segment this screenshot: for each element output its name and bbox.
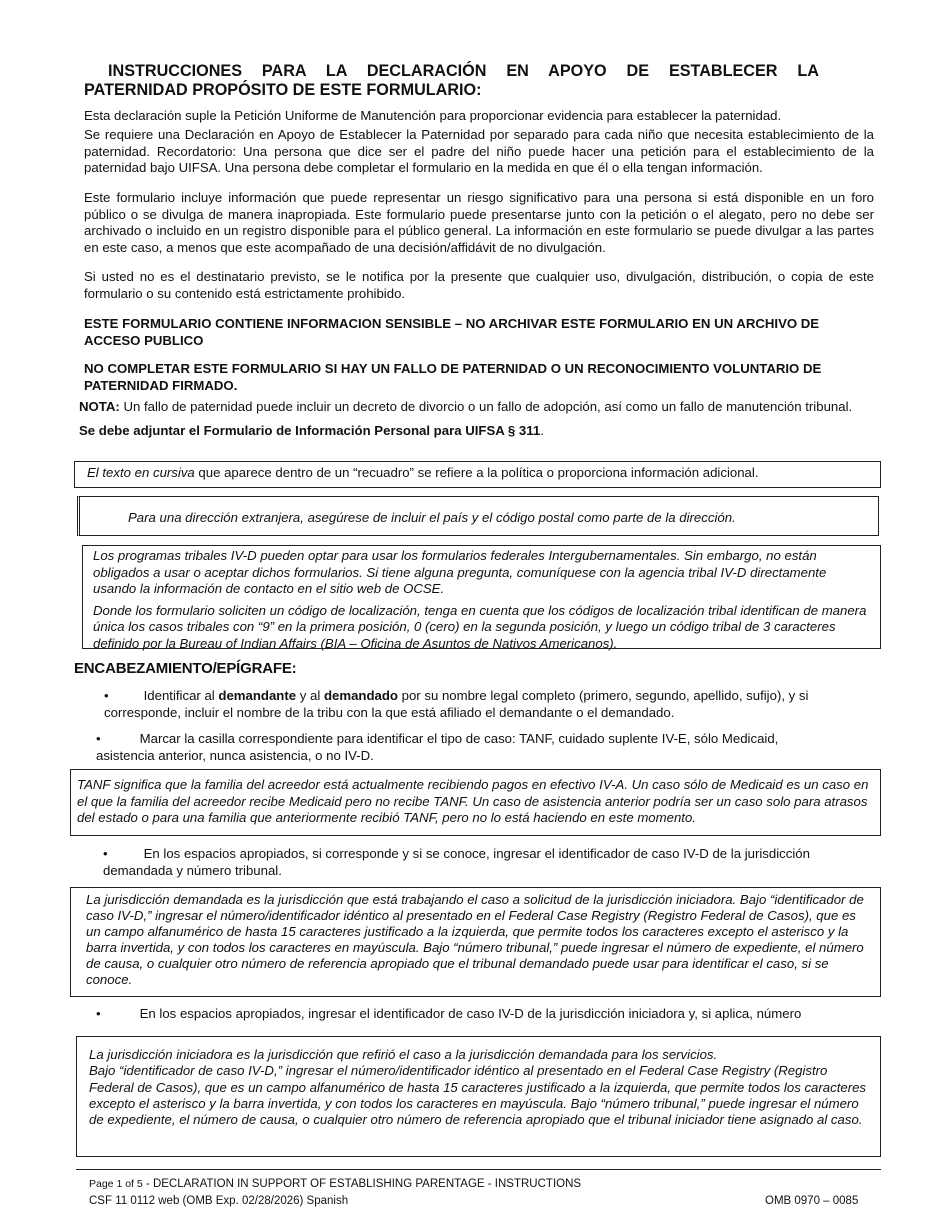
- box1-italic: El texto en cursiva: [87, 465, 195, 480]
- section-heading: ENCABEZAMIENTO/EPÍGRAFE:: [74, 660, 297, 677]
- tanf-definition-box: [70, 769, 881, 836]
- sensitive-warning: ESTE FORMULARIO CONTIENE INFORMACION SENSIBLE – NO ARCHIVAR ESTE FORMULARIO EN UN ARCHIVO DE ACCESO PUBLICO: [84, 316, 820, 348]
- nota-text: Un fallo de paternidad puede incluir un decreto de divorcio o un fallo de adopción, así como un fallo de manutención tribunal.: [119, 399, 853, 414]
- form-id: CSF 11 0112 web (OMB Exp. 02/28/2026) Spanish: [89, 1195, 349, 1207]
- bullet-icon: •: [96, 731, 101, 746]
- foreign-address-box: [77, 496, 879, 536]
- b1-mid: y al: [296, 688, 324, 703]
- footer-doc-title: - DECLARATION IN SUPPORT OF ESTABLISHING PARENTAGE - INSTRUCTIONS: [142, 1178, 582, 1190]
- bullet-icon: •: [96, 1006, 101, 1021]
- attach-bold-text: Se debe adjuntar el Formulario de Información Personal para UIFSA § 311: [79, 423, 541, 438]
- b4-text: En los espacios apropiados, ingresar el identificador de caso IV-D de la jurisdicción iniciadora y, si aplica, número: [139, 1006, 802, 1021]
- italic-explanation-box: [74, 461, 881, 488]
- tribal-paragraph-1: Los programas tribales IV-D pueden optar para usar los formularios federales Intergubernamentales. Sin embargo, no están obligados a usar o aceptar dichos formularios. Si tiene alguna pregunta, comuníquese con la agencia tribal IV-D directamente usando la información de contacto en el sitio web de OCSE.: [93, 548, 827, 596]
- attach-end: .: [540, 423, 544, 438]
- tribal-paragraph-2: Donde los formulario soliciten un código de localización, tenga en cuenta que los códigos de localización tribal identifican de manera única los casos tribales con “9” en la primera posición, 0 (cero) en la segunda posición, y luego un código tribal de 3 caracteres definido por la Bureau of Indian Affairs (BIA – Oficina de Asuntos de Nativos Americanos).: [93, 602, 867, 651]
- bullet-icon: •: [103, 846, 108, 861]
- nota-line: [79, 399, 879, 415]
- b1-pre: Identificar al: [143, 688, 219, 703]
- title-line-1: INSTRUCCIONES PARA LA DECLARACIÓN EN APOYO DE ESTABLECER LA: [108, 62, 819, 80]
- intro-paragraph-3: Este formulario incluye información que puede representar un riesgo significativo para una persona si está disponible en un foro público o se divulga de manera inapropiada. Este formulario puede presentarse junto con la petición o el alegato, pero no debe ser archivado o incluido en un registro disponible para el público general. La información en este formulario se puede divulgar a las partes en este caso, a menos que este acompañado de una decisión/affidávit de no divulgación.: [84, 190, 874, 255]
- tribal-programs-box: [82, 545, 881, 649]
- initiating-jurisdiction-box: [76, 1036, 881, 1157]
- b1-post: por su nombre legal completo (primero, segundo, apellido, sufijo), y si corresponde, incluir el nombre de la tribu con la que está afiliado el demandante o el demandado.: [104, 688, 809, 720]
- attach-requirement: [79, 423, 879, 439]
- tanf-definition-text: TANF significa que la familia del acreedor está actualmente recibiendo pagos en efectivo IV-A. Un caso sólo de Medicaid es un caso en el que la familia del acreedor recibe Medicaid pero no recibe TANF. Un caso de asistencia anterior podría ser un caso solo para atrasos del estado o para una familia que anteriormente recibió TANF, pero no lo está haciendo en este momento.: [77, 777, 869, 825]
- nota-label: NOTA:: [79, 399, 120, 414]
- b2-text: Marcar la casilla correspondiente para identificar el tipo de caso: TANF, cuidado suplente IV-E, sólo Medicaid, asistencia anterior, nunca asistencia, o no IV-D.: [96, 731, 779, 763]
- intro-paragraph-2: Se requiere una Declaración en Apoyo de Establecer la Paternidad por separado para cada niño que necesita establecimiento de la paternidad. Recordatorio: Una persona que dice ser el padre del niño puede hacer una petición para el establecimiento de la paternidad bajo UIFSA. Una persona debe completar el formulario en la medida en que él o ella tengan información.: [84, 127, 874, 175]
- initiating-paragraph-1: La jurisdicción iniciadora es la jurisdicción que refirió el caso a la jurisdicción demandada para los servicios.: [89, 1047, 718, 1062]
- b3-text: En los espacios apropiados, si corresponde y si se conoce, ingresar el identificador de caso IV-D de la jurisdicción demandada y número tribunal.: [103, 846, 810, 878]
- footer-title-line: [89, 1176, 869, 1192]
- intro-paragraph-4: Si usted no es el destinatario previsto, se le notifica por la presente que cualquier uso, divulgación, distribución, o copia de este formulario o su contenido está estrictamente prohibido.: [84, 269, 874, 301]
- bullet-item-case-type: [96, 731, 806, 764]
- page-title: [84, 62, 819, 100]
- initiating-paragraph-2: Bajo “identificador de caso IV-D,” ingresar el número/identificador idéntico al presentado en el Federal Case Registry (Registro Federal de Casos), que es un campo alfanumérico de hasta 15 caracteres justificado a la izquierda, que permite todos los caracteres excepto el asterisco y la barra invertida, y con todos los caracteres en mayúscula. Bajo “número tribunal,” puede ingresar el número de expediente, el número de causa, o cualquier otro número de referencia apropiado que el tribunal iniciador tiene asignado al caso.: [89, 1063, 867, 1128]
- b1-demandante: demandante: [218, 688, 297, 703]
- intro-paragraph-1: Esta declaración suple la Petición Uniforme de Manutención para proporcionar evidencia para establecer la paternidad.: [84, 108, 782, 123]
- title-line-2: PATERNIDAD PROPÓSITO DE ESTE FORMULARIO:: [84, 81, 482, 99]
- page-number: Page 1 of 5: [89, 1178, 143, 1190]
- bullet-item-initiating-id: [96, 1006, 876, 1023]
- bullet-item-responding-id: [103, 846, 823, 879]
- footer-divider: [76, 1169, 881, 1170]
- b1-demandado: demandado: [323, 688, 398, 703]
- foreign-address-text: Para una dirección extranjera, asegúrese de incluir el país y el código postal como parte de la dirección.: [128, 510, 736, 525]
- omb-number: OMB 0970 – 0085: [765, 1195, 859, 1207]
- responding-jurisdiction-box: [70, 887, 881, 997]
- responding-jurisdiction-text: La jurisdicción demandada es la jurisdicción que está trabajando el caso a solicitud de la jurisdicción iniciadora. Bajo “identificador de caso IV-D,” ingresar el número/identificador idéntico al presentado en el Federal Case Registry (Registro Federal de Casos), que es un campo alfanumérico de hasta 15 caracteres justificado a la izquierda, que permite todos los caracteres excepto el asterisco y la barra invertida, y con todos los caracteres en mayúscula. Bajo “número tribunal,” puede ingresar el número de expediente, el número de causa, o cualquier otro número de referencia apropiado que el tribunal demandado puede usar para identificar el caso, si se conoce.: [86, 892, 864, 987]
- box1-text: que aparece dentro de un “recuadro” se refiere a la política o proporciona información adicional.: [194, 465, 759, 480]
- do-not-complete-warning: NO COMPLETAR ESTE FORMULARIO SI HAY UN FALLO DE PATERNIDAD O UN RECONOCIMIENTO VOLUNTARIO DE PATERNIDAD FIRMADO.: [84, 361, 822, 393]
- bullet-item-parties: [104, 688, 849, 721]
- bullet-icon: •: [104, 688, 109, 703]
